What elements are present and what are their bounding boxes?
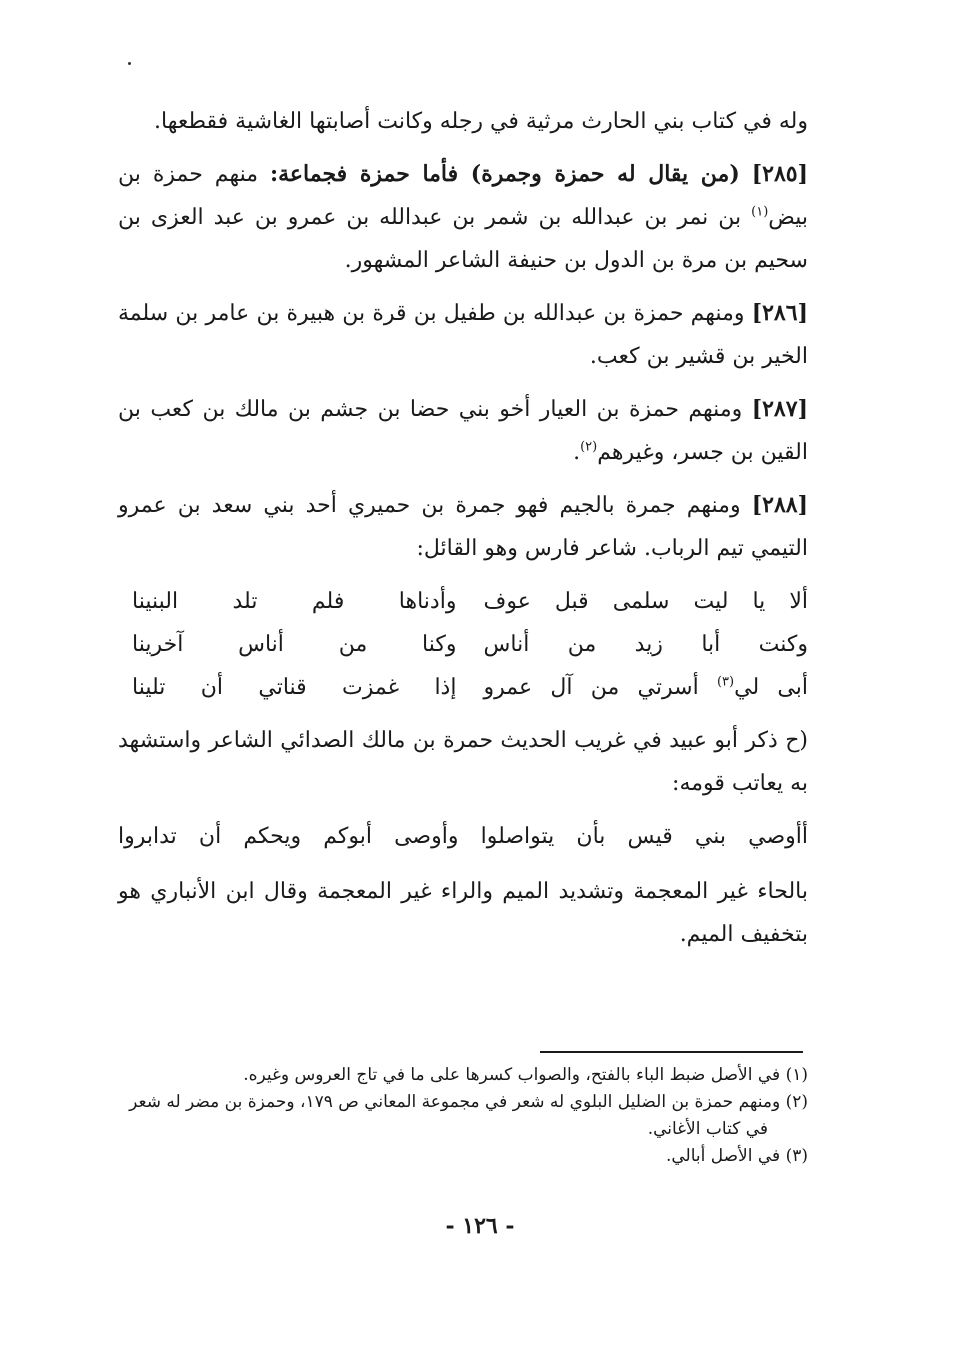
verse-line <box>118 623 808 666</box>
paragraph-text: بن نمر بن عبدالله بن شمر بن عبدالله بن عمرو بن عبد العزى بن سحيم بن مرة بن الدول بن حنيفة الشاعر المشهور. <box>118 205 808 273</box>
paragraph-intro <box>118 100 808 143</box>
paragraph-text: بالحاء غير المعجمة وتشديد الميم والراء غير المعجمة وقال ابن الأنباري هو بتخفيف الميم. <box>118 879 808 947</box>
footnote-text: في الأصل ضبط الباء بالفتح، والصواب كسرها على ما في تاج العروس وغيره. <box>243 1065 781 1085</box>
footnote-marker: (٢) <box>785 1092 808 1112</box>
footnote <box>118 1062 808 1089</box>
paragraph-text: وله في كتاب بني الحارث مرثية في رجله وكانت أصابتها الغاشية فقطعها. <box>154 109 808 134</box>
speck-mark <box>128 62 131 65</box>
entry-number: [٢٨٥] <box>751 161 809 187</box>
footnote-text: في كتاب الأغاني. <box>647 1119 768 1139</box>
paragraph-286 <box>118 292 808 378</box>
footnote-text: في الأصل أبالي. <box>665 1146 781 1166</box>
paragraph-text: (ح ذكر أبو عبيد في غريب الحديث حمرة بن مالك الصدائي الشاعر واستشهد به يعاتب قومه: <box>118 728 808 796</box>
verse-line <box>118 580 808 623</box>
paragraph-text: منهم حمزة بن بيض <box>118 162 808 230</box>
paragraph-287 <box>118 388 808 474</box>
footnote-ref: (١) <box>751 204 769 220</box>
verse-first-hemistich: وكنت أبا زيد من أناس <box>483 632 808 657</box>
paragraph-text: ومنهم جمرة بالجيم فهو جمرة بن حميري أحد بني سعد بن عمرو التيمي تيم الرباب. شاعر فارس وهو القائل: <box>118 493 808 561</box>
page-number: - ١٢٦ - <box>445 1213 515 1239</box>
verse-text: أسرتي من آل عمرو <box>483 675 699 700</box>
verse-second-hemistich: وكنا من أناس آخرينا <box>132 632 457 657</box>
footnote-ref: (٢) <box>580 439 598 455</box>
footnote-ref: (٣) <box>716 674 735 690</box>
paragraph-end: . <box>573 440 581 465</box>
paragraph-text: ومنهم حمزة بن عبدالله بن طفيل بن قرة بن هبيرة بن عامر بن سلمة الخير بن قشير بن كعب. <box>118 301 808 369</box>
verse-second-hemistich: وأدناها فلم تلد البنينا <box>132 589 457 614</box>
page-body <box>118 100 808 966</box>
verse-second-hemistich: إذا غمزت قناتي أن تلينا <box>132 675 457 700</box>
entry-number: [٢٨٨] <box>751 492 808 518</box>
footnote <box>118 1143 808 1170</box>
footnote-marker: (٣) <box>785 1146 808 1166</box>
footnote <box>118 1089 808 1116</box>
poem <box>118 580 808 709</box>
footnotes <box>118 1062 808 1170</box>
paragraph-288 <box>118 484 808 570</box>
verse-first-hemistich <box>484 666 808 709</box>
paragraph-285 <box>118 153 808 282</box>
paragraph-note-h <box>118 719 808 805</box>
footnote-marker: (١) <box>785 1065 808 1085</box>
verse-text: أبى لي <box>734 675 808 700</box>
quoted-verse: أأوصي بني قيس بأن يتواصلوا وأوصى أبوكم ويحكم أن تدابروا <box>118 824 808 849</box>
verse-first-hemistich: ألا يا ليت سلمى قبل عوف <box>483 589 808 614</box>
paragraph-closing <box>118 870 808 956</box>
verse-line <box>118 666 808 709</box>
footnote-divider <box>540 1051 803 1053</box>
footnote-text: ومنهم حمزة بن الضليل البلوي له شعر في مجموعة المعاني ص ١٧٩، وحمزة بن مضر له شعر <box>129 1092 781 1112</box>
footnote-continuation <box>118 1116 808 1143</box>
entry-heading: (من يقال له حمزة وجمرة) فأما حمزة فجماعة: <box>270 161 740 187</box>
entry-number: [٢٨٧] <box>751 396 808 422</box>
paragraph-text: ومنهم حمزة بن العيار أخو بني حضا بن جشم بن مالك بن كعب بن القين بن جسر، وغيرهم <box>118 397 808 465</box>
entry-number: [٢٨٦] <box>751 300 808 326</box>
